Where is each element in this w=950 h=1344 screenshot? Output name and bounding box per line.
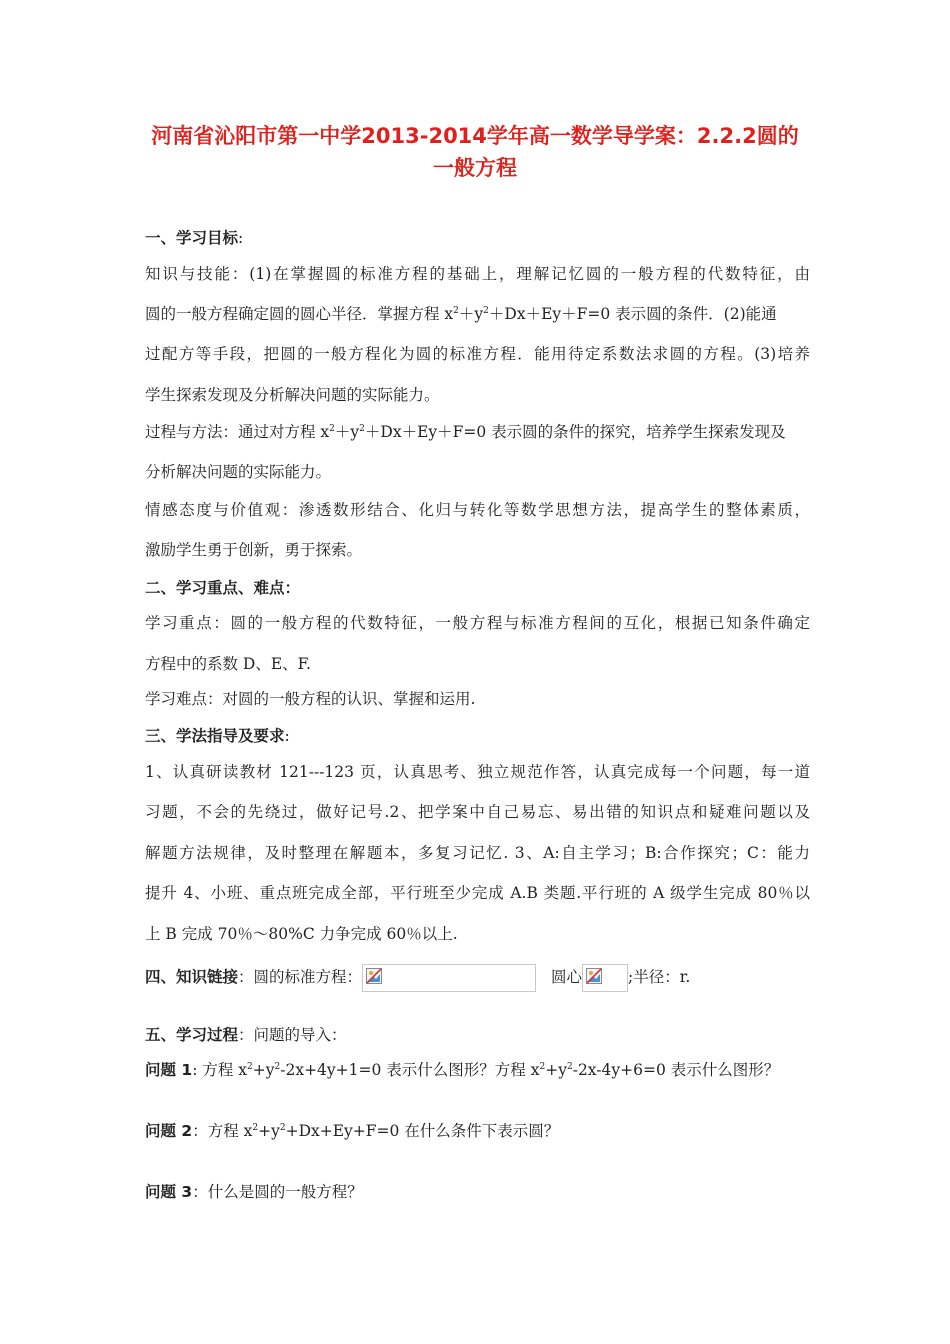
title-line-2: 一般方程 bbox=[433, 156, 517, 180]
method-line-2: 习题，不会的先绕过，做好记号.2、把学案中自己易忘、易出错的知识点和疑难问题以及 bbox=[145, 803, 810, 821]
question-2: 问题 2：方程 $x^2+y^2+Dx+Ey+F=0$ 在什么条件下表示圆？ bbox=[145, 1122, 560, 1140]
section-1-heading: 一、学习目标: bbox=[145, 229, 244, 247]
key-point-line-2: 方程中的系数 D、E、F. bbox=[145, 655, 311, 673]
broken-image-icon bbox=[366, 968, 382, 984]
question-1: 问题 1: 方程 $x^2+y^2-2x+4y+1=0$ 表示什么图形？方程 $x^2+y^2-2x-4y+6=0$ 表示什么图形？ bbox=[145, 1061, 780, 1079]
key-point-line-1: 学习重点：圆的一般方程的代数特征，一般方程与标准方程间的互化，根据已知条件确定 bbox=[145, 614, 810, 632]
title-line-1: 河南省沁阳市第一中学2013-2014学年高一数学导学案：2.2.2圆的 bbox=[151, 124, 799, 148]
method-line-3: 解题方法规律，及时整理在解题本，多复习记忆. 3、A:自主学习；B:合作探究；C：能力 bbox=[145, 844, 810, 862]
emotion-line-2: 激励学生勇于创新，勇于探索。 bbox=[145, 541, 363, 559]
standard-equation-image bbox=[362, 964, 536, 992]
method-line-1: 1、认真研读教材 121---123 页，认真思考、独立规范作答，认真完成每一个问题，每一道 bbox=[145, 763, 810, 781]
section-5-heading: 五、学习过程：问题的导入： bbox=[145, 1026, 347, 1044]
document-title bbox=[130, 120, 820, 184]
method-line-5: 上 B 完成 70％～80%C 力争完成 60％以上. bbox=[145, 925, 458, 943]
emotion-line-1: 情感态度与价值观：渗透数形结合、化归与转化等数学思想方法，提高学生的整体素质， bbox=[145, 501, 810, 519]
process-line-1: 过程与方法：通过对方程 $x^2+y^2+Dx+Ey+F=0$ 表示圆的条件的探究，培养学生探索发现及 bbox=[145, 423, 786, 441]
question-3: 问题 3：什么是圆的一般方程？ bbox=[145, 1183, 363, 1201]
knowledge-line-3: 过配方等手段，把圆的一般方程化为圆的标准方程．能用待定系数法求圆的方程。(3)培养 bbox=[145, 345, 810, 363]
broken-image-icon bbox=[586, 968, 602, 984]
knowledge-line-1: 知识与技能：(1)在掌握圆的标准方程的基础上，理解记忆圆的一般方程的代数特征，由 bbox=[145, 265, 810, 283]
knowledge-line-4: 学生探索发现及分析解决问题的实际能力。 bbox=[145, 386, 440, 404]
knowledge-line-2: 圆的一般方程确定圆的圆心半径．掌握方程 $x^2+y^2+Dx+Ey+F=0$ 表示圆的条件．(2)能通 bbox=[145, 305, 777, 323]
section-4-line: 四、知识链接：圆的标准方程： 圆心 ;半径：r. bbox=[145, 963, 810, 992]
process-line-2: 分析解决问题的实际能力。 bbox=[145, 463, 332, 481]
difficulty-line: 学习难点：对圆的一般方程的认识、掌握和运用. bbox=[145, 690, 476, 708]
section-2-heading: 二、学习重点、难点： bbox=[145, 579, 301, 597]
section-3-heading: 三、学法指导及要求: bbox=[145, 727, 290, 745]
center-image bbox=[582, 964, 628, 992]
method-line-4: 提升 4、小班、重点班完成全部，平行班至少完成 A.B 类题.平行班的 A 级学生完成 80％以 bbox=[145, 884, 810, 902]
